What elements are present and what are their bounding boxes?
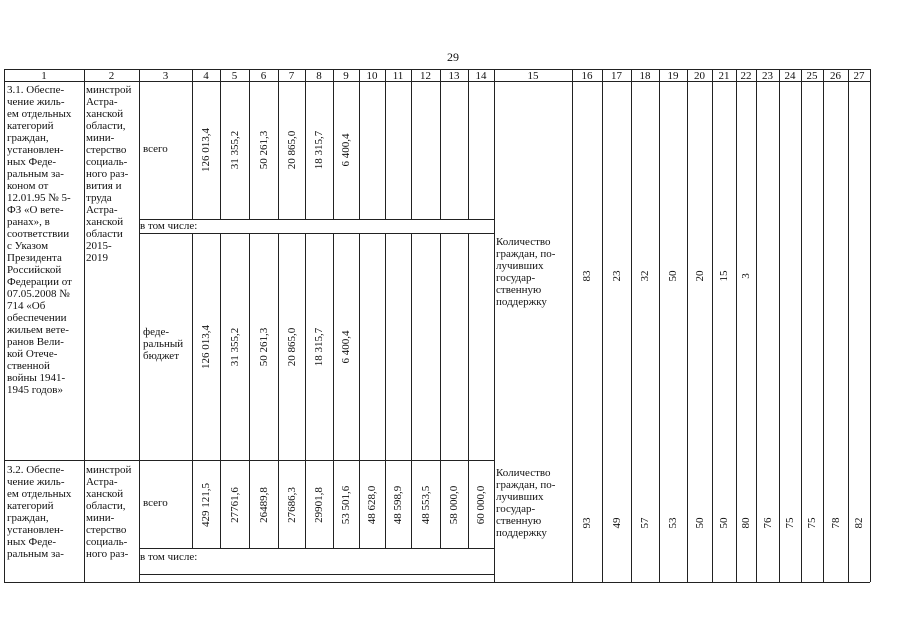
value-total-3-1: 31 355,2: [228, 130, 241, 170]
column-divider: [411, 233, 412, 460]
including-label-3-2: в том числе:: [140, 551, 198, 563]
column-header-5: 5: [231, 70, 238, 82]
value-federal-3-1: 50 261,3: [257, 327, 270, 367]
column-divider: [779, 69, 780, 582]
column-divider: [572, 69, 573, 582]
result-3-1: 15: [718, 270, 730, 282]
column-divider: [305, 233, 306, 460]
column-divider: [468, 233, 469, 460]
column-divider: [468, 69, 469, 219]
column-divider: [249, 460, 250, 548]
column-header-19: 19: [667, 70, 679, 82]
table-bottom-border: [4, 582, 870, 583]
column-header-8: 8: [316, 70, 322, 82]
subrow-line-2a: [139, 548, 494, 549]
column-header-25: 25: [806, 70, 818, 82]
column-header-9: 9: [343, 70, 349, 82]
column-divider: [411, 460, 412, 548]
value-total-3-2: 60 000,0: [475, 485, 487, 525]
column-divider: [385, 233, 386, 460]
column-divider: [687, 69, 688, 582]
value-federal-3-1: 126 013,4: [200, 325, 212, 369]
value-total-3-2: 29901,8: [313, 487, 325, 523]
table-side-border: [870, 69, 871, 582]
value-total-3-2: 53 501,6: [340, 485, 352, 525]
column-divider: [736, 69, 737, 582]
column-divider: [220, 233, 221, 460]
goal-cell-3-1: 3.1. Обеспе- чение жиль- ем отдельных категорий граждан, установлен- ных Феде- ральным за- коном от 12.01.95 № 5- ФЗ «О вете- ранах», в соответствии с Указом Президента Российской Федерации от 07.05.2008 № 714 «Об обеспечении жильем вете- ранов Вели- кой Отече- ственной войны 1941- 1945 годов»: [7, 84, 72, 396]
column-divider: [756, 69, 757, 582]
column-header-13: 13: [448, 70, 460, 82]
including-label-3-1: в том числе:: [140, 220, 198, 232]
column-divider: [468, 460, 469, 548]
value-total-3-2: 27761,6: [228, 487, 241, 523]
indicator-cell-3-1: Количество граждан, по- лучивших государ- ственную поддержку: [496, 236, 556, 308]
column-header-20: 20: [694, 70, 705, 82]
result-3-1: 32: [639, 270, 651, 282]
value-federal-3-1: 6 400,4: [340, 330, 352, 364]
column-header-17: 17: [611, 70, 622, 82]
column-header-18: 18: [639, 70, 651, 82]
result-3-2: 50: [718, 517, 730, 529]
goal-cell-3-2: 3.2. Обеспе- чение жиль- ем отдельных категорий граждан, установлен- ных Феде- ральным за-: [7, 464, 72, 560]
value-total-3-2: 429 121,5: [200, 483, 212, 527]
value-federal-3-1: 20 865,0: [285, 327, 298, 367]
value-total-3-2: 48 598,9: [392, 485, 404, 525]
result-3-2: 75: [806, 517, 818, 529]
source-total-3-2: всего: [143, 497, 168, 509]
indicator-cell-3-2: Количество граждан, по- лучивших государ- ственную поддержку: [496, 467, 556, 539]
column-divider: [440, 69, 441, 219]
column-divider: [411, 69, 412, 219]
column-divider: [220, 460, 221, 548]
executor-cell-3-1: минстрой Астра- ханской области, мини- стерство социаль- ного раз- вития и труда Астра- ханской области 2015- 2019: [86, 84, 132, 264]
column-divider: [278, 460, 279, 548]
column-header-4: 4: [203, 70, 209, 82]
column-divider: [249, 233, 250, 460]
result-3-2: 80: [740, 517, 752, 529]
column-divider: [385, 460, 386, 548]
column-header-6: 6: [260, 70, 267, 82]
source-federal-3-1: феде- ральный бюджет: [143, 326, 184, 362]
result-3-1: 20: [693, 270, 706, 282]
column-divider: [333, 69, 334, 219]
result-3-2: 75: [784, 517, 796, 529]
column-divider: [848, 69, 849, 582]
result-3-2: 93: [581, 517, 593, 529]
result-3-1: 50: [667, 270, 679, 282]
value-total-3-2: 26489,8: [257, 487, 270, 523]
column-divider: [305, 460, 306, 548]
column-divider: [440, 460, 441, 548]
column-header-14: 14: [475, 70, 487, 82]
column-header-10: 10: [366, 70, 378, 82]
column-divider: [192, 460, 193, 548]
column-divider: [440, 233, 441, 460]
column-header-15: 15: [527, 70, 539, 82]
column-header-23: 23: [762, 70, 773, 82]
column-divider: [249, 69, 250, 219]
column-divider: [359, 233, 360, 460]
column-header-22: 22: [740, 70, 752, 82]
column-divider: [712, 69, 713, 582]
column-header-21: 21: [718, 70, 730, 82]
column-divider: [139, 69, 140, 582]
column-divider: [823, 69, 824, 582]
subrow-line-2b: [139, 574, 494, 575]
result-3-2: 57: [639, 517, 651, 529]
result-3-2: 50: [693, 517, 706, 529]
column-divider: [305, 69, 306, 219]
result-3-2: 76: [761, 517, 774, 529]
value-total-3-2: 48 553,5: [419, 485, 432, 525]
column-divider: [602, 69, 603, 582]
column-divider: [494, 69, 495, 582]
source-total-3-1: всего: [143, 143, 168, 155]
column-divider: [278, 69, 279, 219]
column-divider: [659, 69, 660, 582]
column-header-24: 24: [784, 70, 796, 82]
column-header-12: 12: [420, 70, 431, 82]
result-3-1: 3: [740, 273, 752, 279]
column-divider: [278, 233, 279, 460]
column-divider: [192, 233, 193, 460]
value-total-3-2: 27686,3: [285, 487, 298, 523]
result-3-1: 23: [610, 270, 623, 282]
value-federal-3-1: 31 355,2: [228, 327, 241, 367]
table-side-border: [4, 69, 5, 582]
value-total-3-1: 50 261,3: [257, 130, 270, 170]
result-3-2: 53: [667, 517, 679, 529]
value-total-3-1: 20 865,0: [285, 130, 298, 170]
column-divider: [801, 69, 802, 582]
column-divider: [333, 460, 334, 548]
column-header-26: 26: [830, 70, 841, 82]
value-total-3-2: 48 628,0: [366, 485, 378, 525]
column-header-2: 2: [108, 70, 115, 82]
result-3-1: 83: [581, 270, 593, 282]
column-divider: [631, 69, 632, 582]
executor-cell-3-2: минстрой Астра- ханской области, мини- стерство социаль- ного раз-: [86, 464, 132, 560]
column-divider: [333, 233, 334, 460]
column-divider: [359, 69, 360, 219]
value-total-3-2: 58 000,0: [448, 485, 460, 525]
column-divider: [192, 69, 193, 219]
column-header-27: 27: [853, 70, 865, 82]
column-divider: [359, 460, 360, 548]
column-divider: [220, 69, 221, 219]
result-3-2: 78: [829, 517, 842, 529]
result-3-2: 49: [610, 517, 623, 529]
page-number: 29: [447, 50, 459, 64]
column-header-11: 11: [392, 70, 404, 82]
value-total-3-1: 6 400,4: [340, 133, 352, 167]
column-header-7: 7: [288, 70, 295, 82]
column-header-16: 16: [581, 70, 593, 82]
column-divider: [84, 69, 85, 582]
value-federal-3-1: 18 315,7: [313, 327, 325, 367]
value-total-3-1: 18 315,7: [313, 130, 325, 170]
value-total-3-1: 126 013,4: [200, 128, 212, 172]
result-3-2: 82: [853, 517, 865, 529]
column-header-3: 3: [162, 70, 169, 82]
column-header-1: 1: [41, 70, 47, 82]
column-divider: [385, 69, 386, 219]
